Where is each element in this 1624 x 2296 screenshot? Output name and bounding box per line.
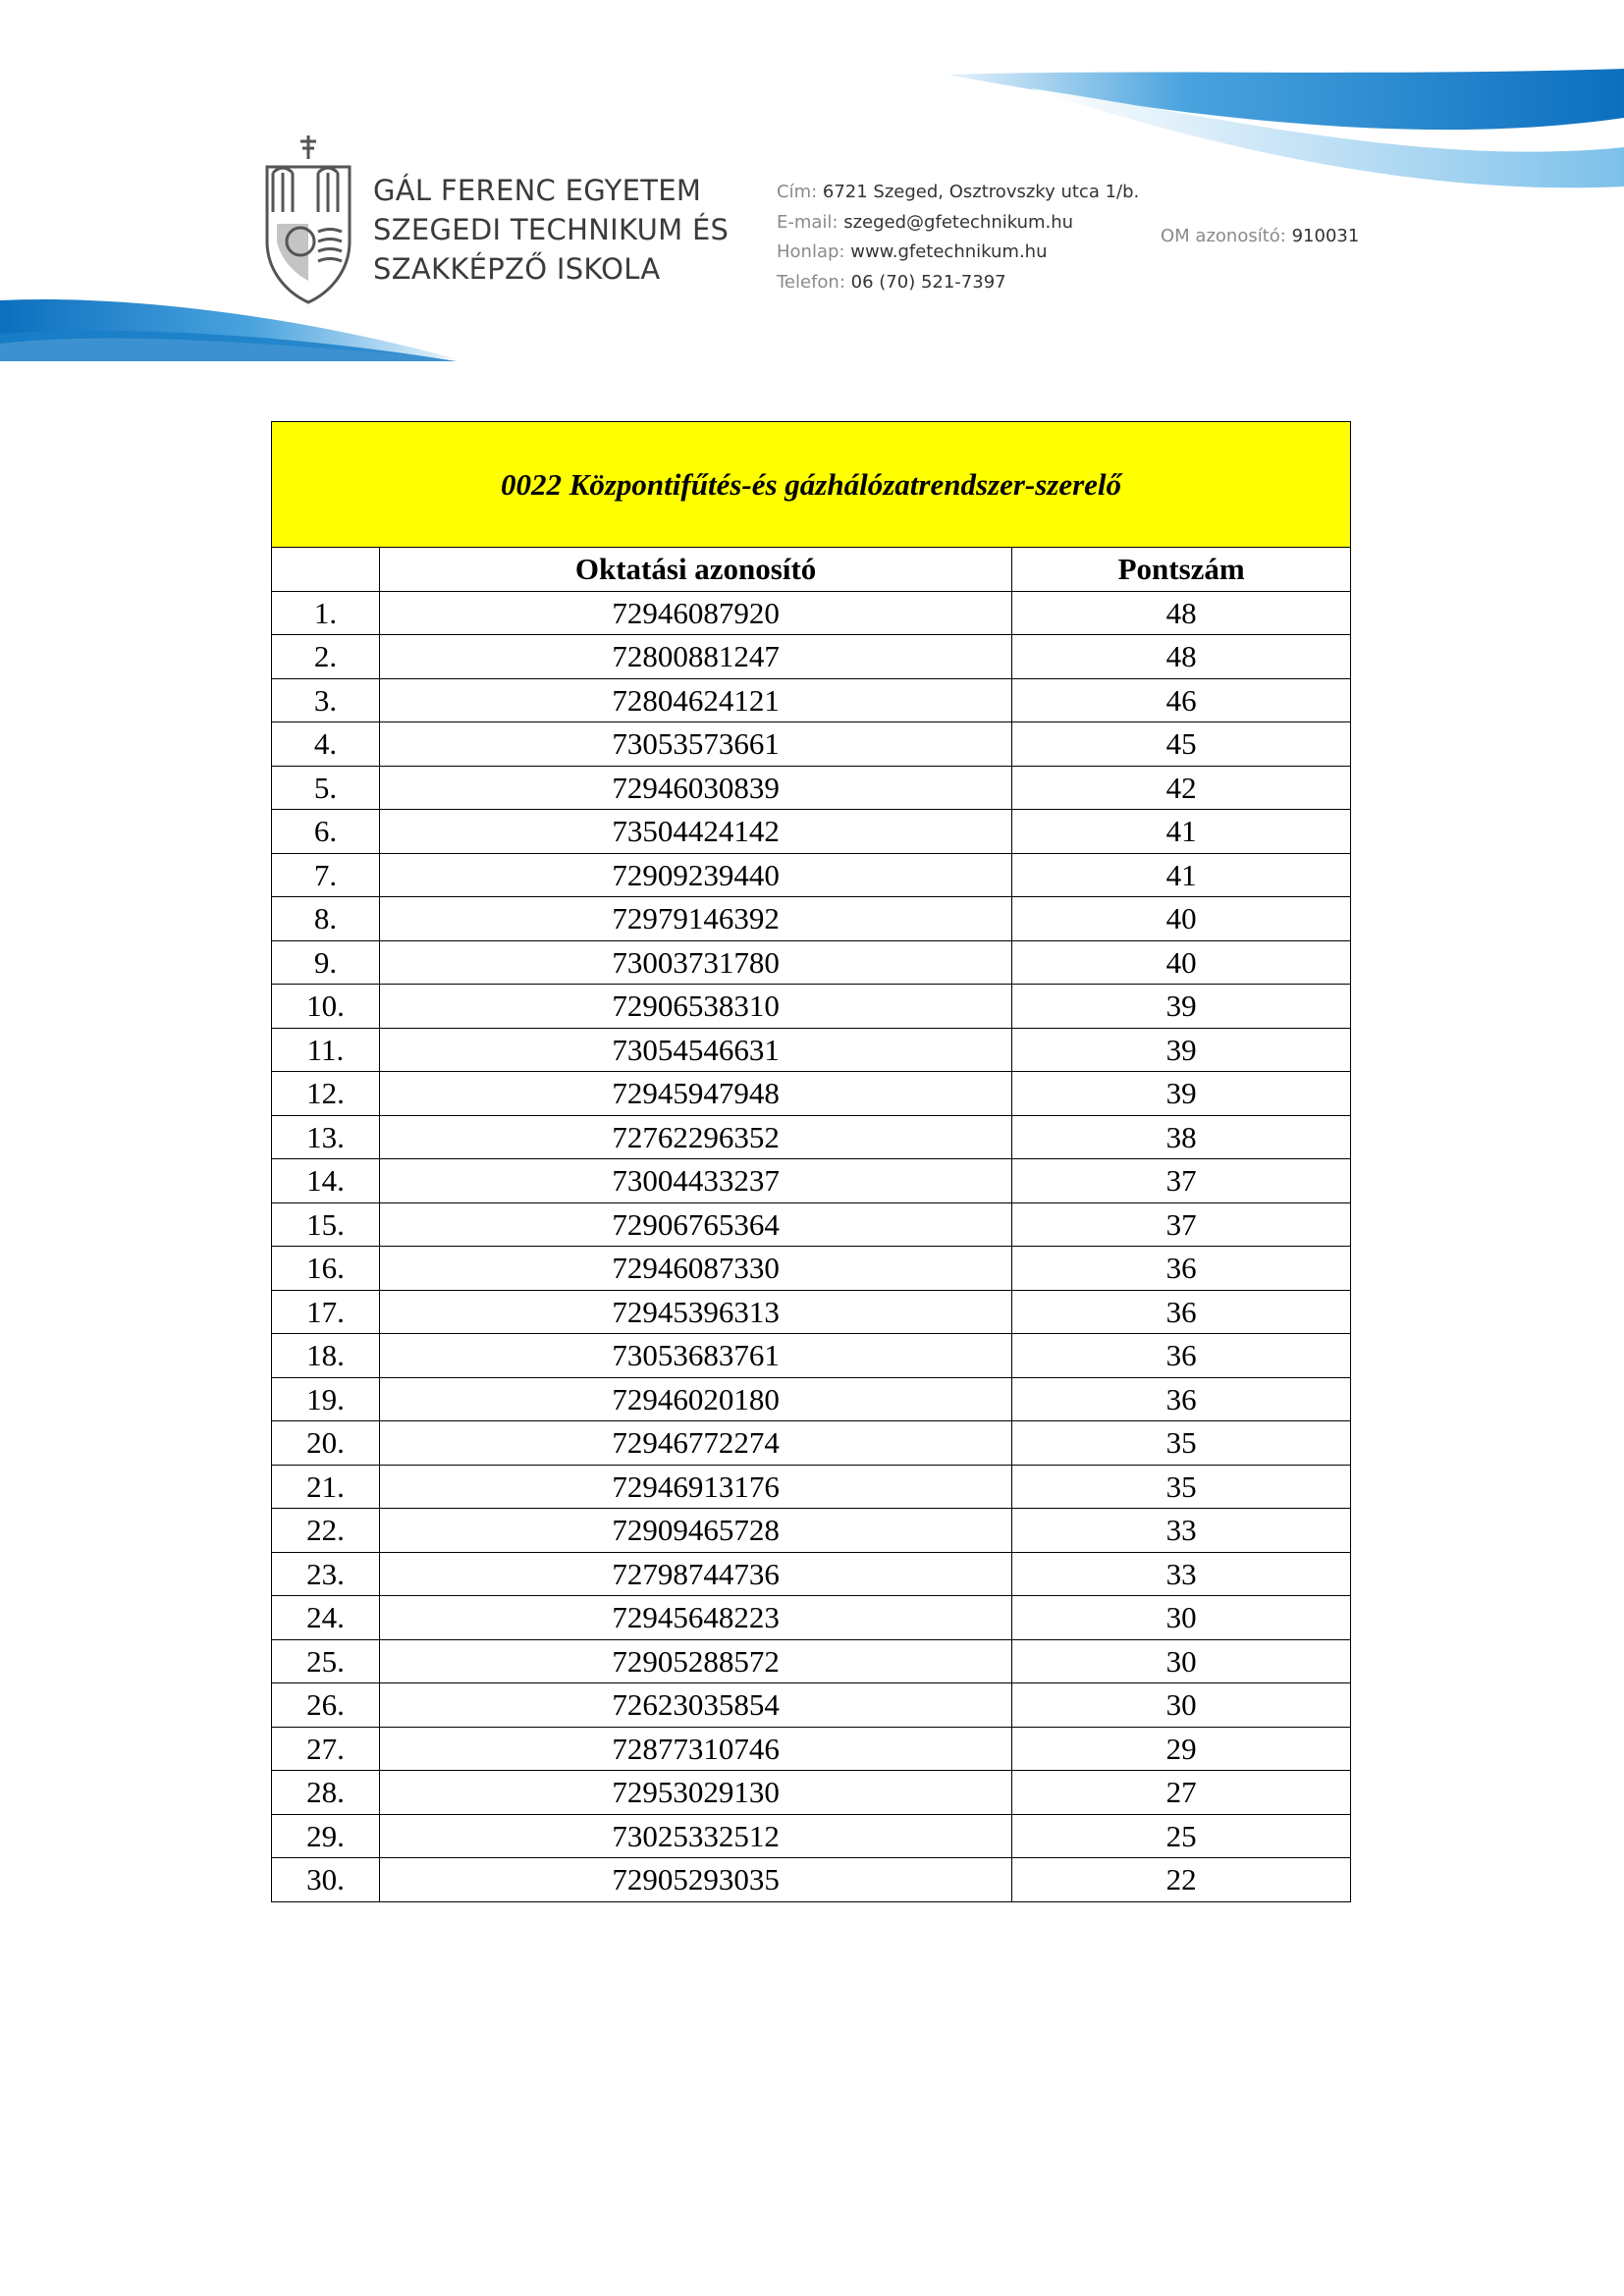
student-id-cell: 72906538310 [379,985,1011,1029]
table-row [272,591,1351,635]
rank-cell: 4. [272,722,380,767]
address-value: 6721 Szeged, Osztrovszky utca 1/b. [822,182,1140,202]
rank-cell: 19. [272,1377,380,1421]
table-row [272,853,1351,897]
table-row [272,1377,1351,1421]
om-label: OM azonosító: [1161,226,1286,246]
score-cell: 36 [1012,1247,1351,1291]
score-cell: 46 [1012,678,1351,722]
score-cell: 42 [1012,766,1351,810]
header-score: Pontszám [1012,548,1351,592]
phone-value: 06 (70) 521-7397 [850,271,1006,293]
school-name-line: SZAKKÉPZŐ ISKOLA [373,252,661,286]
student-id-cell: 72909465728 [379,1509,1011,1553]
header-student-id: Oktatási azonosító [379,548,1011,592]
score-cell: 35 [1012,1465,1351,1509]
table-row [272,1465,1351,1509]
table-row [272,1334,1351,1378]
table-row [272,1115,1351,1159]
student-id-cell: 72945947948 [379,1072,1011,1116]
rank-cell: 18. [272,1334,380,1378]
student-id-cell: 72946030839 [379,766,1011,810]
table-title: 0022 Központifűtés-és gázhálózatrendszer-szerelő [272,422,1351,548]
results-table [271,421,1351,1902]
rank-cell: 14. [272,1159,380,1203]
table-row [272,1639,1351,1683]
student-id-cell: 72946020180 [379,1377,1011,1421]
rank-cell: 13. [272,1115,380,1159]
table-row [272,1421,1351,1466]
student-id-cell: 72798744736 [379,1552,1011,1596]
score-cell: 35 [1012,1421,1351,1466]
rank-cell: 28. [272,1771,380,1815]
table-header-row [272,548,1351,592]
table-row [272,1028,1351,1072]
contact-phone [777,268,1139,298]
rank-cell: 6. [272,810,380,854]
student-id-cell: 73504424142 [379,810,1011,854]
rank-cell: 24. [272,1596,380,1640]
score-cell: 25 [1012,1814,1351,1858]
table-row [272,897,1351,941]
score-cell: 37 [1012,1159,1351,1203]
rank-cell: 16. [272,1247,380,1291]
score-cell: 27 [1012,1771,1351,1815]
score-cell: 40 [1012,940,1351,985]
rank-cell: 23. [272,1552,380,1596]
score-cell: 37 [1012,1202,1351,1247]
score-cell: 36 [1012,1290,1351,1334]
student-id-cell: 72877310746 [379,1727,1011,1771]
email-value[interactable]: szeged@gfetechnikum.hu [843,211,1074,233]
student-id-cell: 72905293035 [379,1858,1011,1902]
rank-cell: 7. [272,853,380,897]
table-row [272,1727,1351,1771]
rank-cell: 17. [272,1290,380,1334]
table-row [272,722,1351,767]
student-id-cell: 73025332512 [379,1814,1011,1858]
table-row [272,1596,1351,1640]
score-cell: 29 [1012,1727,1351,1771]
score-cell: 41 [1012,810,1351,854]
table-row [272,1552,1351,1596]
student-id-cell: 72946913176 [379,1465,1011,1509]
student-id-cell: 73054546631 [379,1028,1011,1072]
student-id-cell: 72946772274 [379,1421,1011,1466]
score-cell: 36 [1012,1334,1351,1378]
rank-cell: 29. [272,1814,380,1858]
score-cell: 48 [1012,591,1351,635]
score-cell: 39 [1012,1028,1351,1072]
contact-info [777,178,1139,297]
table-row [272,1202,1351,1247]
school-name-line: GÁL FERENC EGYETEM [373,174,702,207]
school-crest-logo [259,133,357,310]
score-cell: 30 [1012,1639,1351,1683]
student-id-cell: 72762296352 [379,1115,1011,1159]
student-id-cell: 72909239440 [379,853,1011,897]
contact-address [777,178,1139,208]
phone-label: Telefon: [777,271,845,293]
table-row [272,1858,1351,1902]
student-id-cell: 72946087330 [379,1247,1011,1291]
score-cell: 33 [1012,1552,1351,1596]
address-label: Cím: [777,182,818,202]
score-cell: 22 [1012,1858,1351,1902]
rank-cell: 12. [272,1072,380,1116]
om-identifier [1161,226,1359,246]
student-id-cell: 72946087920 [379,591,1011,635]
table-row [272,1814,1351,1858]
table-title-row [272,422,1351,548]
score-cell: 40 [1012,897,1351,941]
score-cell: 38 [1012,1115,1351,1159]
email-label: E-mail: [777,211,839,233]
rank-cell: 9. [272,940,380,985]
student-id-cell: 73004433237 [379,1159,1011,1203]
score-cell: 36 [1012,1377,1351,1421]
school-name-line: SZEGEDI TECHNIKUM ÉS [373,213,730,246]
web-label: Honlap: [777,241,845,262]
table-row [272,766,1351,810]
student-id-cell: 72906765364 [379,1202,1011,1247]
table-row [272,1159,1351,1203]
table-row [272,985,1351,1029]
score-cell: 39 [1012,1072,1351,1116]
table-row [272,635,1351,679]
school-name [373,171,729,289]
table-row [272,1247,1351,1291]
table-row [272,1290,1351,1334]
table-row [272,1771,1351,1815]
rank-cell: 26. [272,1683,380,1728]
table-row [272,1683,1351,1728]
table-row [272,1509,1351,1553]
rank-cell: 15. [272,1202,380,1247]
rank-cell: 22. [272,1509,380,1553]
score-cell: 48 [1012,635,1351,679]
student-id-cell: 73053683761 [379,1334,1011,1378]
rank-cell: 8. [272,897,380,941]
rank-cell: 11. [272,1028,380,1072]
rank-cell: 5. [272,766,380,810]
contact-email [777,208,1139,239]
table-row [272,940,1351,985]
table-row [272,1072,1351,1116]
score-cell: 39 [1012,985,1351,1029]
rank-cell: 30. [272,1858,380,1902]
score-cell: 41 [1012,853,1351,897]
score-cell: 30 [1012,1596,1351,1640]
contact-web [777,238,1139,268]
student-id-cell: 72623035854 [379,1683,1011,1728]
student-id-cell: 72804624121 [379,678,1011,722]
score-cell: 30 [1012,1683,1351,1728]
rank-cell: 20. [272,1421,380,1466]
student-id-cell: 72945396313 [379,1290,1011,1334]
student-id-cell: 73053573661 [379,722,1011,767]
student-id-cell: 73003731780 [379,940,1011,985]
student-id-cell: 72945648223 [379,1596,1011,1640]
header-rank [272,548,380,592]
table-row [272,678,1351,722]
rank-cell: 27. [272,1727,380,1771]
score-cell: 33 [1012,1509,1351,1553]
web-value[interactable]: www.gfetechnikum.hu [850,241,1048,262]
student-id-cell: 72800881247 [379,635,1011,679]
score-cell: 45 [1012,722,1351,767]
om-value: 910031 [1291,226,1360,246]
student-id-cell: 72953029130 [379,1771,1011,1815]
rank-cell: 10. [272,985,380,1029]
table-row [272,810,1351,854]
rank-cell: 1. [272,591,380,635]
rank-cell: 2. [272,635,380,679]
rank-cell: 3. [272,678,380,722]
student-id-cell: 72905288572 [379,1639,1011,1683]
rank-cell: 25. [272,1639,380,1683]
student-id-cell: 72979146392 [379,897,1011,941]
rank-cell: 21. [272,1465,380,1509]
